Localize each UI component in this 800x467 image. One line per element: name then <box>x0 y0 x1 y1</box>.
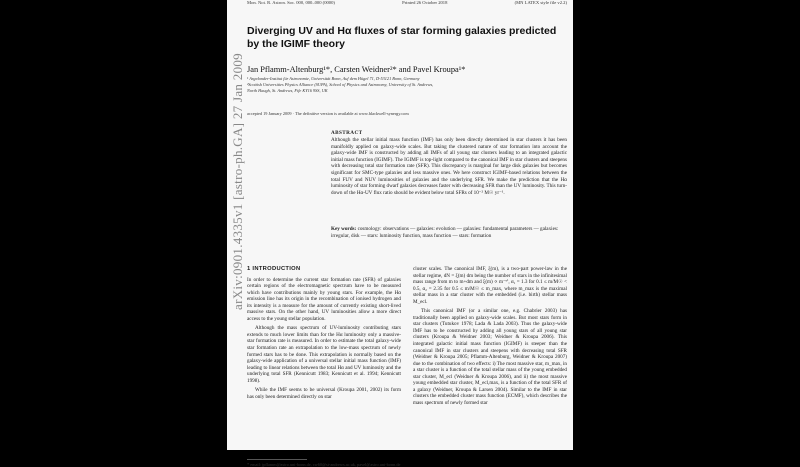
paragraph: cluster scales. The canonical IMF, ξ(m), is a two-part power-law in the stellar regime, dN = ξ(m) dm being the number of stars in the infinitesimal mass range from m to m+dm and ξ(m) ∝ m⁻ᵅⁱ, α₁ = 1.3 for 0.1 ≤ m/M☉ < 0.5, α₂ = 2.35 for 0.5 ≤ m/M☉ ≤ m_max, where m_max is the maximal stellar mass in a star cluster with the embedded (i.e. birth) stellar mass M_ecl. <box>413 266 567 305</box>
keywords-text: cosmology: observations — galaxies: evolution — galaxies: fundamental parameters — galaxies: irregular, disk — stars: luminosity function, mass function — stars: formation <box>331 226 559 239</box>
left-column <box>247 266 401 403</box>
accepted-note: accepted 19 January 2009 · The definitive version is available at www.blackwell-synergy.com <box>247 111 409 116</box>
keywords <box>331 226 567 239</box>
author-list: Jan Pflamm-Altenburg¹*, Carsten Weidner²* and Pavel Kroupa¹* <box>247 65 466 74</box>
journal-ref: Mon. Not. R. Astron. Soc. 000, 000–000 (0000) <box>247 0 335 5</box>
paragraph: Although the mass spectrum of UV-luminosity contributing stars extends to much lower limits than for the Hα luminosity only a massive-star formation rate is measured. In order to estimate the total galaxy-wide star formation rate an extrapolation to the low-mass spectrum of newly formed stars has to be done. This extrapolation is normally based on the galaxy-wide application of a universal stellar initial mass function (IMF) leading to linear relations between the total Hα and UV luminosity and the underlying total SFR (Kennicutt 1983; Kennicutt et al. 1994; Kennicutt 1998). <box>247 325 401 384</box>
intro-heading: 1 INTRODUCTION <box>247 266 301 272</box>
affiliation-3: North Haugh, St. Andrews, Fife KY16 9SS, UK <box>247 88 328 93</box>
affiliations <box>247 76 567 94</box>
paragraph: In order to determine the current star formation rate (SFR) of galaxies certain regions of the electromagnetic spectrum have to be measured which have contributions mainly by young stars. For example, the Hα emission line has its origin in the recombination of ionised hydrogen and its intensity is a measure for the amount of currently existing short-lived massive stars. On the other hand, UV luminosities allow a more direct access to the young stellar population. <box>247 276 401 322</box>
footnote-rule <box>247 459 307 460</box>
right-column <box>413 266 567 409</box>
footnote: * email: jpflamm@astro.uni-bonn.de, cw60@st-andrews.ac.uk, pavel@astro.uni-bonn.de <box>247 462 401 467</box>
affiliation-1: ¹ Argelander-Institut für Astronomie, Universität Bonn, Auf dem Hügel 71, D-53121 Bonn, Germany <box>247 76 420 81</box>
style-file: (MN LATEX style file v2.2) <box>514 0 567 5</box>
abstract-heading: ABSTRACT <box>331 130 363 136</box>
paper-title: Diverging UV and Hα fluxes of star forming galaxies predicted by the IGIMF theory <box>247 25 557 50</box>
paragraph: This canonical IMF (or a similar one, e.g. Chabrier 2003) has traditionally been applied on galaxy-wide scales. But most stars form in star clusters (Tutukov 1978; Lada & Lada 2003). Thus the galaxy-wide IMF has to be constructed by adding all young stars of all young star clusters (Kroupa & Weidner 2003; Weidner & Kroupa 2006). This integrated galactic initial mass function (IGIMF) is steeper than the canonical IMF in star clusters and steepens with decreasing total SFR (Weidner & Kroupa 2005; Pflamm-Altenburg, Weidner & Kroupa 2007) due to the combination of two effects: i) The most massive star, m_max, in a star cluster is a function of the total stellar mass of the young embedded star cluster, M_ecl (Weidner & Kroupa 2006), and ii) the most massive young embedded star cluster, M_ecl,max, is a function of the total SFR of a galaxy (Weidner, Kroupa & Larsen 2004). Similar to the IMF in star clusters the embedded cluster mass function (ECMF), which describes the mass spectrum of newly formed star <box>413 308 567 406</box>
arxiv-stamp <box>230 53 245 310</box>
arxiv-id: arXiv:0901.4335v1 [astro-ph.GA] 27 Jan 2009 <box>230 53 245 310</box>
abstract-text: Although the stellar initial mass function (IMF) has only been directly determined in star clusters it has been manifoldly applied on galaxy-wide scales. But taking the clustered nature of star formation into account the galaxy-wide IMF is constructed by adding all IMFs of all young star clusters leading to an integrated galactic initial mass function (IGIMF). The IGIMF is top-light compared to the canonical IMF in star clusters and steepens with decreasing total star formation rate (SFR). This discrepancy is marginal for large disk galaxies but becomes significant for SMC-type galaxies and less massive ones. We here construct IGIMF-based relations between the total FUV and NUV luminosities of galaxies and the underlying SFR. We make the prediction that the Hα luminosity of star forming dwarf galaxies decreases faster with decreasing SFR than the UV luminosity. This turn-down of the Hα-UV flux ratio should be evident below total SFRs of 10⁻² M☉ yr⁻¹. <box>331 137 567 196</box>
running-header <box>247 0 567 5</box>
affiliation-2: ²Scottish Universities Physics Alliance (SUPA), School of Physics and Astronomy, University of St. Andrews, <box>247 82 434 87</box>
keywords-label: Key words: <box>331 226 357 232</box>
paragraph: While the IMF seems to be universal (Kroupa 2001, 2002) its form has only been determined directly on star <box>247 387 401 400</box>
printed-date: Printed 26 October 2018 <box>402 0 448 5</box>
paper-page <box>227 0 573 467</box>
